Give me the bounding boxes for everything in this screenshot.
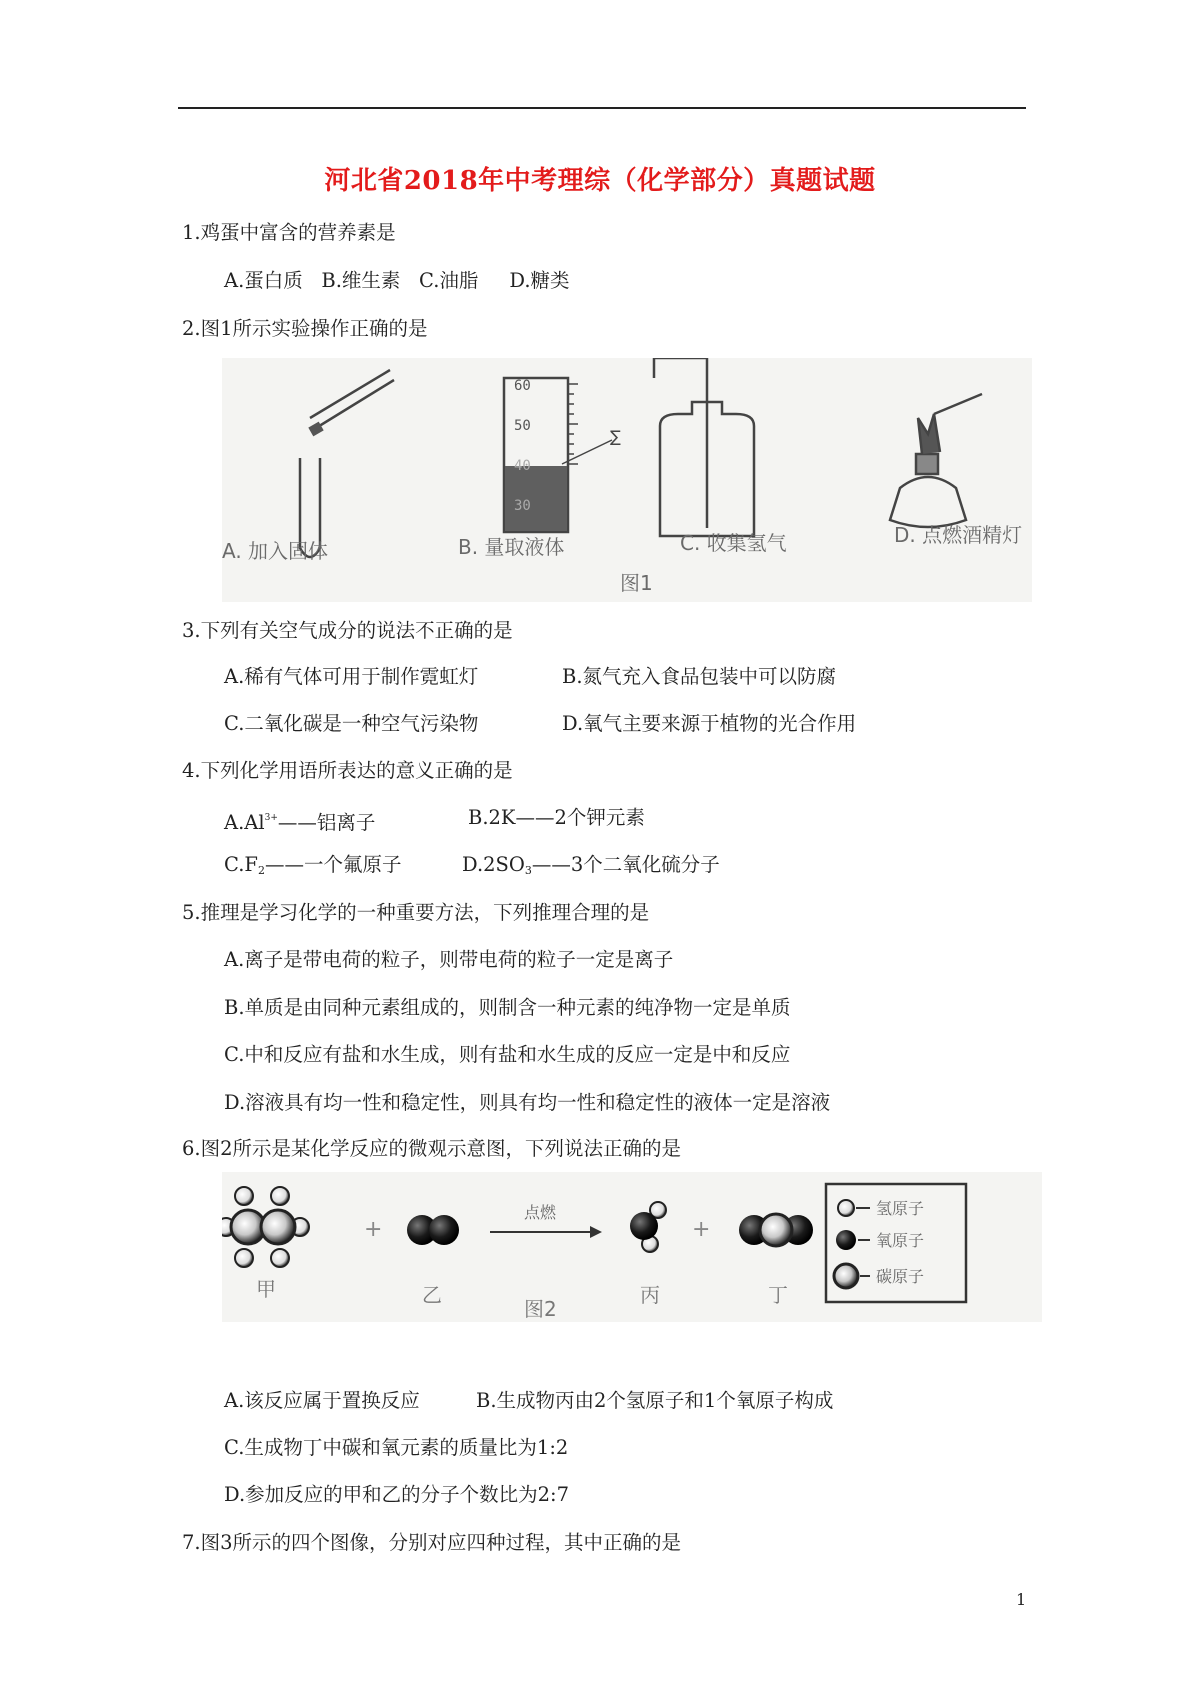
figure-2-name-yi: 乙 — [422, 1283, 442, 1307]
question-5-option-b: B.单质是由同种元素组成的，则制含一种元素的纯净物一定是单质 — [224, 996, 791, 1019]
header-rule — [178, 107, 1026, 109]
question-3-stem: 3.下列有关空气成分的说法不正确的是 — [182, 619, 513, 642]
legend-hydrogen: 氢原子 — [876, 1199, 925, 1218]
page-title: 河北省2018年中考理综（化学部分）真题试题 — [324, 166, 876, 196]
legend-carbon: 碳原子 — [876, 1267, 925, 1286]
legend-oxygen: 氧原子 — [876, 1231, 925, 1250]
question-3-option-b: B.氮气充入食品包装中可以防腐 — [562, 665, 837, 688]
question-7-stem: 7.图3所示的四个图像，分别对应四种过程，其中正确的是 — [182, 1531, 682, 1554]
svg-text:∑: ∑ — [610, 427, 621, 446]
cylinder-mark-30: 30 — [514, 498, 531, 514]
question-5-option-a: A.离子是带电荷的粒子，则带电荷的粒子一定是离子 — [224, 948, 674, 971]
question-6-option-c: C.生成物丁中碳和氧元素的质量比为1:2 — [224, 1436, 569, 1459]
question-4-option-c: $C.F_2——$一个氟原子 — [224, 853, 402, 877]
question-6-option-d: D.参加反应的甲和乙的分子个数比为2:7 — [224, 1483, 570, 1506]
cylinder-mark-50: 50 — [514, 418, 531, 434]
figure-2 — [222, 1172, 1042, 1322]
figure-1-caption: 图1 — [620, 571, 653, 595]
cylinder-mark-40: 40 — [514, 458, 531, 474]
figure-1 — [222, 358, 1032, 602]
question-5-option-d: D.溶液具有均一性和稳定性，则具有均一性和稳定性的液体一定是溶液 — [224, 1091, 831, 1114]
cylinder-mark-60: 60 — [514, 378, 531, 394]
figure-1-label-c: C. 收集氢气 — [680, 531, 787, 555]
question-5-option-c: C.中和反应有盐和水生成，则有盐和水生成的反应一定是中和反应 — [224, 1043, 791, 1066]
page-number: 1 — [1016, 1590, 1027, 1609]
figure-2-plus-1: + — [364, 1217, 383, 1242]
figure-1-label-d: D. 点燃酒精灯 — [894, 523, 1023, 547]
figure-2-plus-2: + — [692, 1217, 711, 1242]
question-6-option-b: B.生成物丙由2个氢原子和1个氧原子构成 — [476, 1389, 834, 1412]
figure-2-name-bing: 丙 — [640, 1283, 660, 1307]
figure-1-label-a: A. 加入固体 — [222, 539, 329, 563]
figure-2-name-ding: 丁 — [768, 1283, 788, 1307]
question-3-option-c: C.二氧化碳是一种空气污染物 — [224, 712, 479, 735]
molecule-ding — [739, 1214, 813, 1246]
question-4-option-d: $D.2SO_3——3$个二氧化硫分子 — [462, 853, 720, 877]
question-3-option-d: D.氧气主要来源于植物的光合作用 — [562, 712, 857, 735]
question-1-options: A.蛋白质 B.维生素 C.油脂 D.糖类 — [224, 269, 570, 292]
question-6-option-a: A.该反应属于置换反应 — [224, 1389, 420, 1412]
question-4-option-a: $A.Al^{3+}——$铝离子 — [224, 811, 376, 834]
question-6-stem: 6.图2所示是某化学反应的微观示意图，下列说法正确的是 — [182, 1137, 682, 1160]
question-2-stem: 2.图1所示实验操作正确的是 — [182, 317, 428, 340]
question-4-option-b: B.2K——2个钾元素 — [468, 806, 645, 829]
question-3-option-a: A.稀有气体可用于制作霓虹灯 — [224, 665, 479, 688]
reaction-condition: 点燃 — [524, 1203, 557, 1222]
question-1-stem: 1.鸡蛋中富含的营养素是 — [182, 221, 396, 244]
figure-2-caption: 图2 — [524, 1297, 557, 1321]
figure-1-label-b: B. 量取液体 — [458, 535, 565, 559]
question-4-stem: 4.下列化学用语所表达的意义正确的是 — [182, 759, 513, 782]
question-5-stem: 5.推理是学习化学的一种重要方法，下列推理合理的是 — [182, 901, 650, 924]
figure-2-name-jia: 甲 — [256, 1277, 276, 1301]
